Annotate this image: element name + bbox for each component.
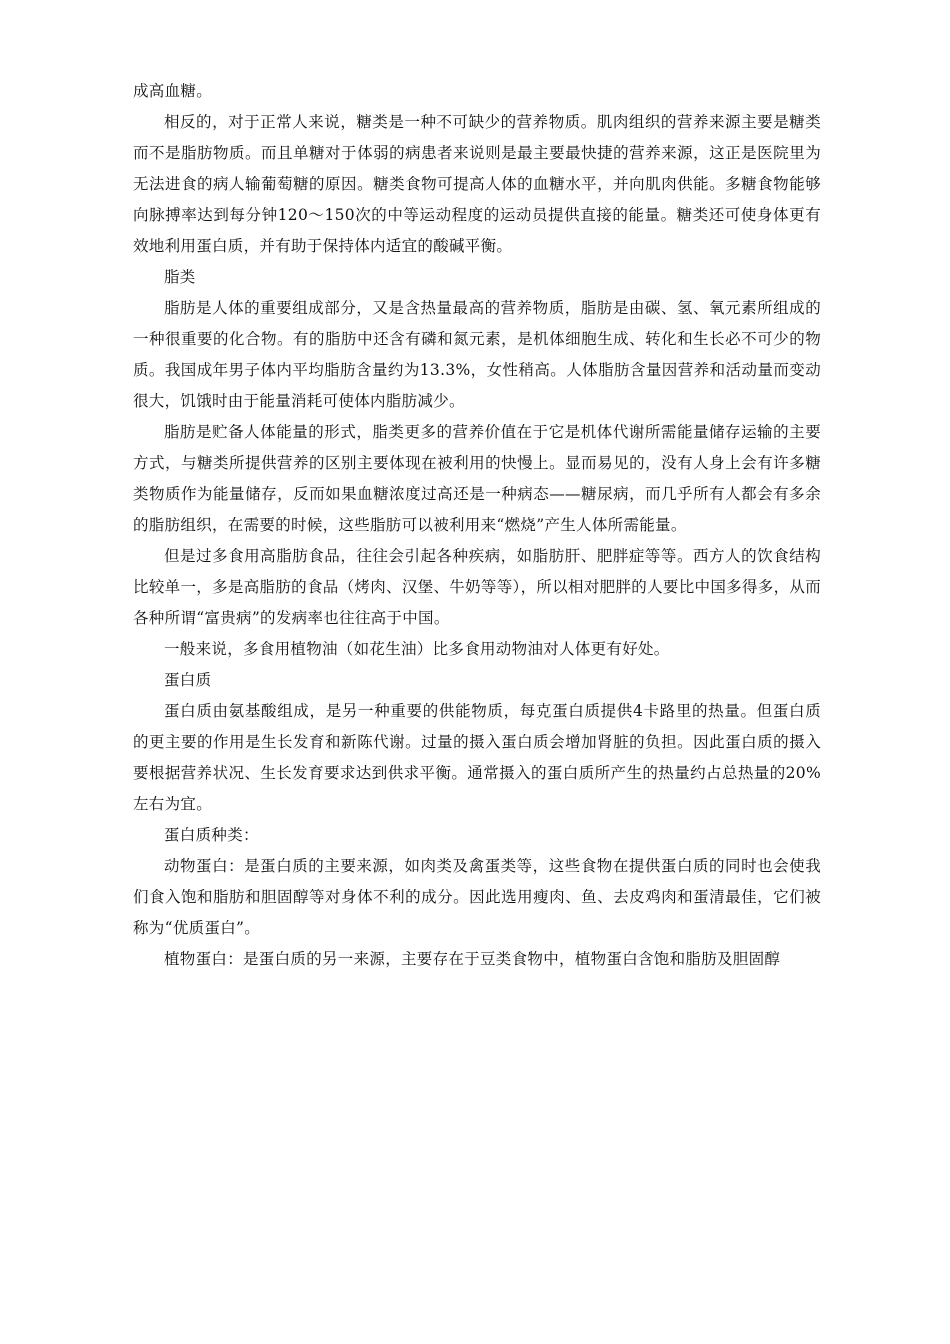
subheading-protein-types: 蛋白质种类： — [164, 826, 259, 844]
section-heading-lipids: 脂类 — [164, 268, 196, 286]
section-heading-protein: 蛋白质 — [164, 671, 212, 689]
paragraph-vegetable-oil: 一般来说，多食用植物油（如花生油）比多食用动物油对人体更有好处。 — [164, 640, 670, 658]
paragraph-continuation: 成高血糖。 — [133, 82, 213, 100]
paragraph-plant-protein: 植物蛋白：是蛋白质的另一来源，主要存在于豆类食物中，植物蛋白含饱和脂肪及胆固醇 — [164, 950, 781, 968]
paragraph-carbohydrate-benefits: 相反的，对于正常人来说，糖类是一种不可缺少的营养物质。肌肉组织的营养来源主要是糖类而不是脂肪物质。而且单糖对于体弱的病患者来说则是最主要最快捷的营养来源，这正是医院里为无法进食的病人输葡萄糖的原因。糖类食物可提高人体的血糖水平，并向肌肉供能。多糖食物能够向脉搏率达到每分钟120～150次的中等运动程度的运动员提供直接的能量。糖类还可使身体更有效地利用蛋白质，并有助于保持体内适宜的酸碱平衡。 — [133, 113, 821, 255]
paragraph-high-fat-diseases: 但是过多食用高脂肪食品，往往会引起各种疾病，如脂肪肝、肥胖症等等。西方人的饮食结构比较单一，多是高脂肪的食品（烤肉、汉堡、牛奶等等），所以相对肥胖的人要比中国多得多，从而各种所谓“富贵病”的发病率也往往高于中国。 — [133, 547, 821, 627]
paragraph-protein-function: 蛋白质由氨基酸组成，是另一种重要的供能物质，每克蛋白质提供4卡路里的热量。但蛋白质的更主要的作用是生长发育和新陈代谢。过量的摄入蛋白质会增加肾脏的负担。因此蛋白质的摄入要根据营养状况、生长发育要求达到供求平衡。通常摄入的蛋白质所产生的热量约占总热量的20%左右为宜。 — [133, 702, 821, 813]
paragraph-lipid-energy-storage: 脂肪是贮备人体能量的形式，脂类更多的营养价值在于它是机体代谢所需能量储存运输的主要方式，与糖类所提供营养的区别主要体现在被利用的快慢上。显而易见的，没有人身上会有许多糖类物质作为能量储存，反而如果血糖浓度过高还是一种病态——糖尿病，而几乎所有人都会有多余的脂肪组织，在需要的时候，这些脂肪可以被利用来“燃烧”产生人体所需能量。 — [133, 423, 821, 534]
paragraph-animal-protein: 动物蛋白：是蛋白质的主要来源，如肉类及禽蛋类等，这些食物在提供蛋白质的同时也会使我们食入饱和脂肪和胆固醇等对身体不利的成分。因此选用瘦肉、鱼、去皮鸡肉和蛋清最佳，它们被称为“优质蛋白”。 — [133, 857, 821, 937]
document-body — [133, 76, 821, 975]
paragraph-lipid-composition: 脂肪是人体的重要组成部分，又是含热量最高的营养物质，脂肪是由碳、氢、氧元素所组成的一种很重要的化合物。有的脂肪中还含有磷和氮元素，是机体细胞生成、转化和生长必不可少的物质。我国成年男子体内平均脂肪含量约为13.3%，女性稍高。人体脂肪含量因营养和活动量而变动很大，饥饿时由于能量消耗可使体内脂肪减少。 — [133, 299, 821, 410]
